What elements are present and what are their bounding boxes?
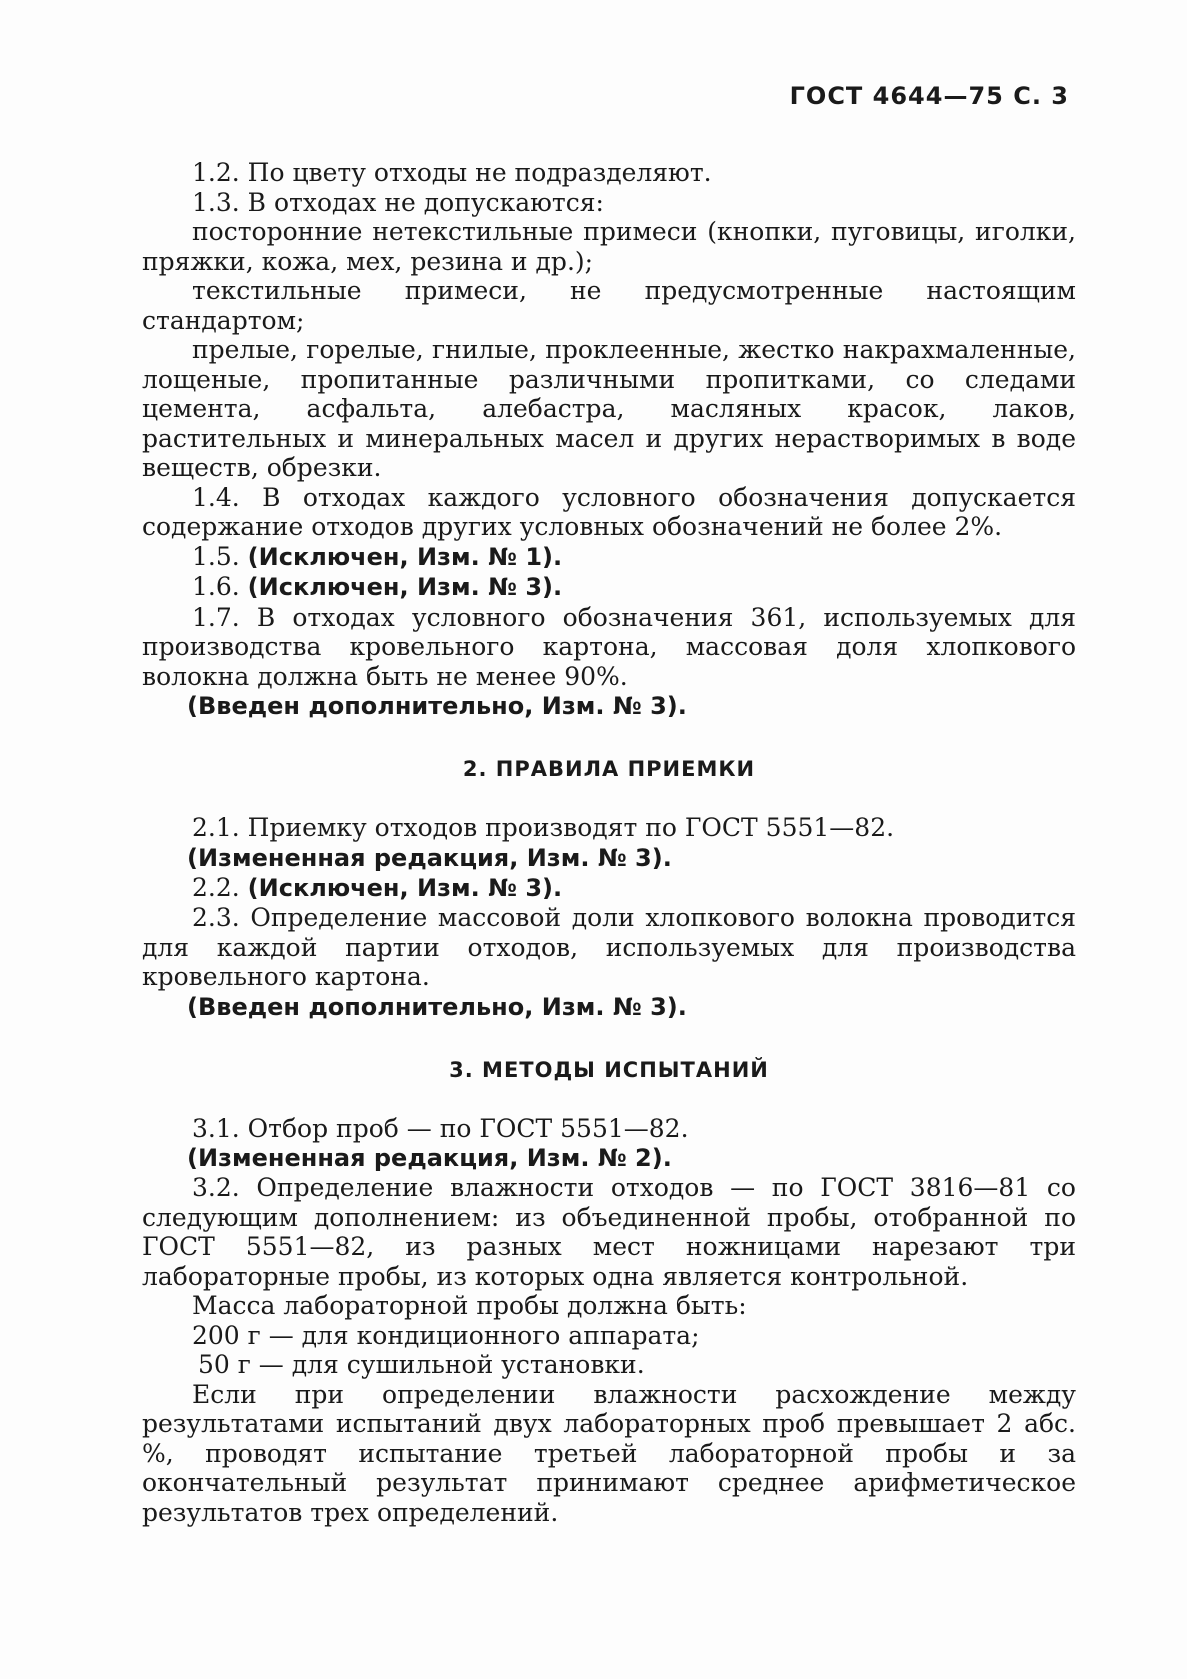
clause-3-2-mass-a: 200 г — для кондиционного аппарата;	[192, 1320, 700, 1350]
amendment-note: (Измененная редакция, Изм. № 2).	[187, 1144, 672, 1172]
amendment-note: (Введен дополнительно, Изм. № 3).	[187, 992, 687, 1021]
clause-2-1: 2.1. Приемку отходов производят по ГОСТ 5551—82.	[192, 813, 895, 842]
clause-number: 2.2.	[192, 872, 240, 902]
clause-1-5	[142, 542, 1076, 573]
clause-3-2-mass: Масса лабораторной пробы должна быть:	[192, 1291, 747, 1320]
amendment-note: (Измененная редакция, Изм. № 3).	[187, 843, 672, 872]
amendment-note: (Исключен, Изм. № 3).	[247, 873, 563, 902]
clause-1-3-item-c: прелые, горелые, гнилые, проклеенные, жестко накрахмаленные, лощеные, пропитанные различными пропитками, со следами цемента, асфальта, алебастра, масляных красок, лаков, растительных и минеральных масел и других нерастворимых в воде веществ, обрезки.	[142, 335, 1076, 482]
clause-number: 1.6.	[192, 572, 240, 601]
clause-1-7: 1.7. В отходах условного обозначения 361, используемых для производства кровельного картона, массовая доля хлопкового волокна должна быть не менее 90%.	[142, 602, 1076, 691]
amendment-note: (Исключен, Изм. № 1).	[247, 542, 563, 571]
clause-2-2	[142, 873, 1076, 904]
document-body	[142, 158, 1076, 1527]
page-header: ГОСТ 4644—75 С. 3	[789, 82, 1069, 110]
clause-1-3-item-b: текстильные примеси, не предусмотренные настоящим стандартом;	[142, 276, 1076, 335]
section-title-3: 3. МЕТОДЫ ИСПЫТАНИЙ	[449, 1057, 769, 1082]
amendment-note: (Введен дополнительно, Изм. № 3).	[187, 692, 687, 720]
clause-1-3: 1.3. В отходах не допускаются:	[192, 187, 604, 217]
clause-1-2: 1.2. По цвету отходы не подразделяют.	[192, 158, 712, 187]
clause-3-2-mass-b: 50 г — для сушильной установки.	[198, 1350, 645, 1379]
section-title-2: 2. ПРАВИЛА ПРИЕМКИ	[462, 757, 756, 781]
clause-1-4: 1.4. В отходах каждого условного обозначения допускается содержание отходов других условных обозначений не более 2%.	[142, 482, 1076, 541]
clause-1-6	[142, 572, 1076, 603]
clause-number: 1.5.	[192, 541, 240, 571]
clause-3-2: 3.2. Определение влажности отходов — по ГОСТ 3816—81 со следующим дополнением: из объединенной пробы, отобранной по ГОСТ 5551—82, из разных мест ножницами нарезают три лабораторные пробы, из которых одна является контрольной.	[142, 1173, 1076, 1291]
clause-1-3-item-a: посторонние нетекстильные примеси (кнопки, пуговицы, иголки, пряжки, кожа, мех, резина и др.);	[142, 217, 1076, 276]
clause-2-3: 2.3. Определение массовой доли хлопкового волокна проводится для каждой партии отходов, используемых для производства кровельного картона.	[142, 903, 1076, 991]
clause-3-2-end: Если при определении влажности расхождение между результатами испытаний двух лабораторных проб превышает 2 абс. %, проводят испытание третьей лабораторной пробы и за окончательный результат принимают среднее арифметическое результатов трех определений.	[142, 1379, 1076, 1527]
clause-3-1: 3.1. Отбор проб — по ГОСТ 5551—82.	[192, 1113, 689, 1143]
amendment-note: (Исключен, Изм. № 3).	[247, 573, 563, 601]
